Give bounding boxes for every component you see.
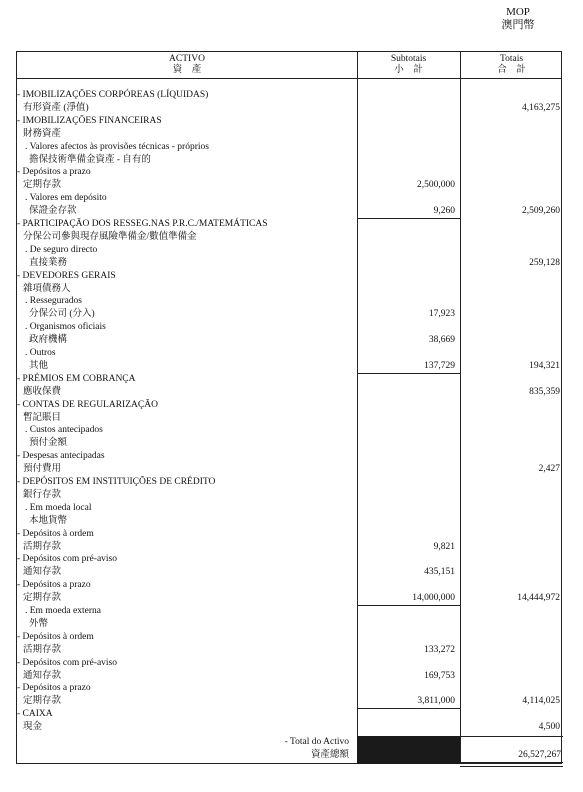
row-label: 定期存款	[23, 696, 62, 707]
total-value: 26,527,267	[518, 750, 561, 760]
row-label: - CONTAS DE REGULARIZAÇÃO	[17, 399, 158, 410]
row-label: 預付費用	[23, 464, 62, 475]
table-row	[17, 295, 563, 308]
table-row	[17, 528, 563, 541]
table-row	[17, 399, 563, 412]
row-total: 259,128	[529, 257, 560, 268]
total-double-underline	[460, 762, 563, 767]
table-row	[17, 476, 563, 489]
table-row	[17, 631, 563, 644]
table-row	[17, 450, 563, 463]
row-label: 通知存款	[23, 567, 62, 578]
row-label: . Valores afectos às provisões técnicas - próprios	[25, 141, 209, 152]
table-row	[17, 463, 563, 476]
table-row	[17, 334, 563, 347]
row-label: 現金	[23, 722, 43, 733]
balance-sheet-table	[16, 51, 562, 764]
table-row	[17, 437, 563, 450]
table-row	[17, 141, 563, 154]
row-label: 有形資產 (淨值)	[23, 102, 89, 113]
row-subtotal: 3,811,000	[417, 696, 455, 707]
row-subtotal: 2,500,000	[417, 180, 455, 191]
row-label: - Depósitos a prazo	[17, 167, 91, 178]
table-row	[17, 553, 563, 566]
total-row	[17, 736, 563, 749]
row-label: . Organismos oficiais	[25, 322, 106, 333]
table-row	[17, 373, 563, 386]
currency-name: 澳門幣	[501, 19, 535, 31]
row-total: 2,427	[538, 464, 560, 475]
row-label: 活期存款	[23, 541, 62, 552]
table-row	[17, 708, 563, 721]
row-label: - PRÉMIOS EM COBRANÇA	[17, 373, 136, 384]
row-label: . Em moeda local	[25, 502, 92, 513]
row-label: - Depósitos a prazo	[17, 580, 91, 591]
row-subtotal: 9,821	[433, 541, 455, 552]
row-subtotal: 435,151	[424, 567, 455, 578]
row-label: 暫記賬目	[23, 412, 62, 423]
row-label: 應收保費	[23, 386, 62, 397]
row-subtotal: 169,753	[424, 670, 455, 681]
total-label-zh: 資產總額	[310, 750, 349, 760]
row-label: 定期存款	[23, 180, 62, 191]
row-label: 財務資產	[23, 128, 62, 139]
table-row	[17, 244, 563, 257]
table-row	[17, 657, 563, 670]
table-row	[17, 424, 563, 437]
table-row	[17, 670, 563, 683]
table-header	[17, 52, 561, 79]
table-row	[17, 102, 563, 115]
table-row	[17, 270, 563, 283]
row-label: 通知存款	[23, 670, 62, 681]
row-subtotal: 14,000,000	[412, 593, 455, 604]
table-row	[17, 682, 563, 695]
table-row	[17, 566, 563, 579]
table-row	[17, 515, 563, 528]
row-label: 本地貨幣	[29, 515, 68, 526]
table-row	[17, 283, 563, 296]
currency-code: MOP	[506, 6, 530, 18]
row-label: - Depósitos com pré-aviso	[17, 657, 117, 668]
table-row	[17, 347, 563, 360]
row-subtotal: 133,272	[424, 644, 455, 655]
row-label: - Depósitos à ordem	[17, 631, 94, 642]
currency-label	[493, 6, 543, 32]
row-label: 分保公司參與現存風險準備金/數值準備金	[23, 231, 197, 242]
row-label: 其他	[29, 360, 49, 371]
table-row	[17, 231, 563, 244]
table-row	[17, 89, 563, 102]
row-subtotal: 9,260	[433, 206, 455, 217]
row-label: . Valores em depósito	[25, 193, 107, 204]
table-row	[17, 644, 563, 657]
table-row	[17, 605, 563, 618]
row-label: - CAIXA	[17, 709, 53, 720]
row-label: 銀行存款	[23, 489, 62, 500]
row-label: 預付金額	[29, 438, 68, 449]
row-label: - Depósitos à ordem	[17, 528, 94, 539]
row-label: 直接業務	[29, 257, 68, 268]
row-label: . Ressegurados	[25, 296, 82, 307]
row-label: 分保公司 (分入)	[29, 309, 95, 320]
row-total: 4,163,275	[522, 102, 560, 113]
row-subtotal: 38,669	[428, 335, 455, 346]
table-row	[17, 205, 563, 218]
table-row	[17, 721, 563, 734]
table-row	[17, 541, 563, 554]
row-label: - IMOBILIZAÇÕES FINANCEIRAS	[17, 115, 162, 126]
table-row	[17, 502, 563, 515]
table-row	[17, 360, 563, 373]
table-row	[17, 695, 563, 708]
table-row	[17, 321, 563, 334]
row-label: - DEVEDORES GERAIS	[17, 270, 116, 281]
table-row	[17, 412, 563, 425]
row-subtotal: 17,923	[428, 309, 455, 320]
row-label: - Depósitos a prazo	[17, 683, 91, 694]
table-row	[17, 489, 563, 502]
table-row	[17, 592, 563, 605]
row-subtotal: 137,729	[424, 360, 455, 371]
row-label: 雜項債務人	[23, 283, 71, 294]
row-total: 194,321	[529, 360, 560, 371]
row-label: 定期存款	[23, 593, 62, 604]
row-label: 活期存款	[23, 644, 62, 655]
table-row	[17, 218, 563, 231]
table-row	[17, 257, 563, 270]
table-row	[17, 128, 563, 141]
table-row	[17, 579, 563, 592]
table-row	[17, 166, 563, 179]
row-total: 835,359	[529, 386, 560, 397]
row-total: 14,444,972	[517, 593, 560, 604]
row-total: 2,509,260	[522, 206, 560, 217]
table-row	[17, 308, 563, 321]
row-total: 4,114,025	[522, 696, 560, 707]
header-subtotais: Subtotais 小 計	[390, 54, 427, 75]
total-row-zh	[17, 749, 563, 762]
row-label: 擔保技術準備金資產 - 自有的	[29, 154, 151, 165]
table-row	[17, 179, 563, 192]
row-label: 政府機構	[29, 335, 68, 346]
row-label: - PARTICIPAÇÃO DOS RESSEG.NAS P.R.C./MATEMÁTICAS	[17, 219, 268, 229]
row-label: 保證金存款	[29, 206, 77, 217]
table-row	[17, 154, 563, 167]
row-label: - IMOBILIZAÇÕES CORPÓREAS (LÍQUIDAS)	[17, 90, 209, 100]
table-row	[17, 618, 563, 631]
row-label: 外幣	[29, 618, 49, 629]
row-total: 4,500	[538, 722, 560, 733]
row-label: - Despesas antecipadas	[17, 451, 105, 462]
table-row	[17, 386, 563, 399]
header-activo: ACTIVO 資 產	[169, 54, 205, 75]
table-row	[17, 115, 563, 128]
table-row	[17, 192, 563, 205]
row-label: - DEPÓSITOS EM INSTITUIÇÕES DE CRÉDITO	[17, 477, 216, 487]
row-label: . Outros	[25, 348, 56, 358]
row-label: . Custos antecipados	[25, 425, 103, 436]
row-label: - Depósitos com pré-aviso	[17, 554, 117, 565]
row-label: . Em moeda externa	[25, 606, 101, 616]
total-label: - Total do Activo	[284, 737, 349, 747]
header-totais: Totais 合 計	[497, 54, 526, 75]
row-label: . De seguro directo	[25, 244, 98, 255]
